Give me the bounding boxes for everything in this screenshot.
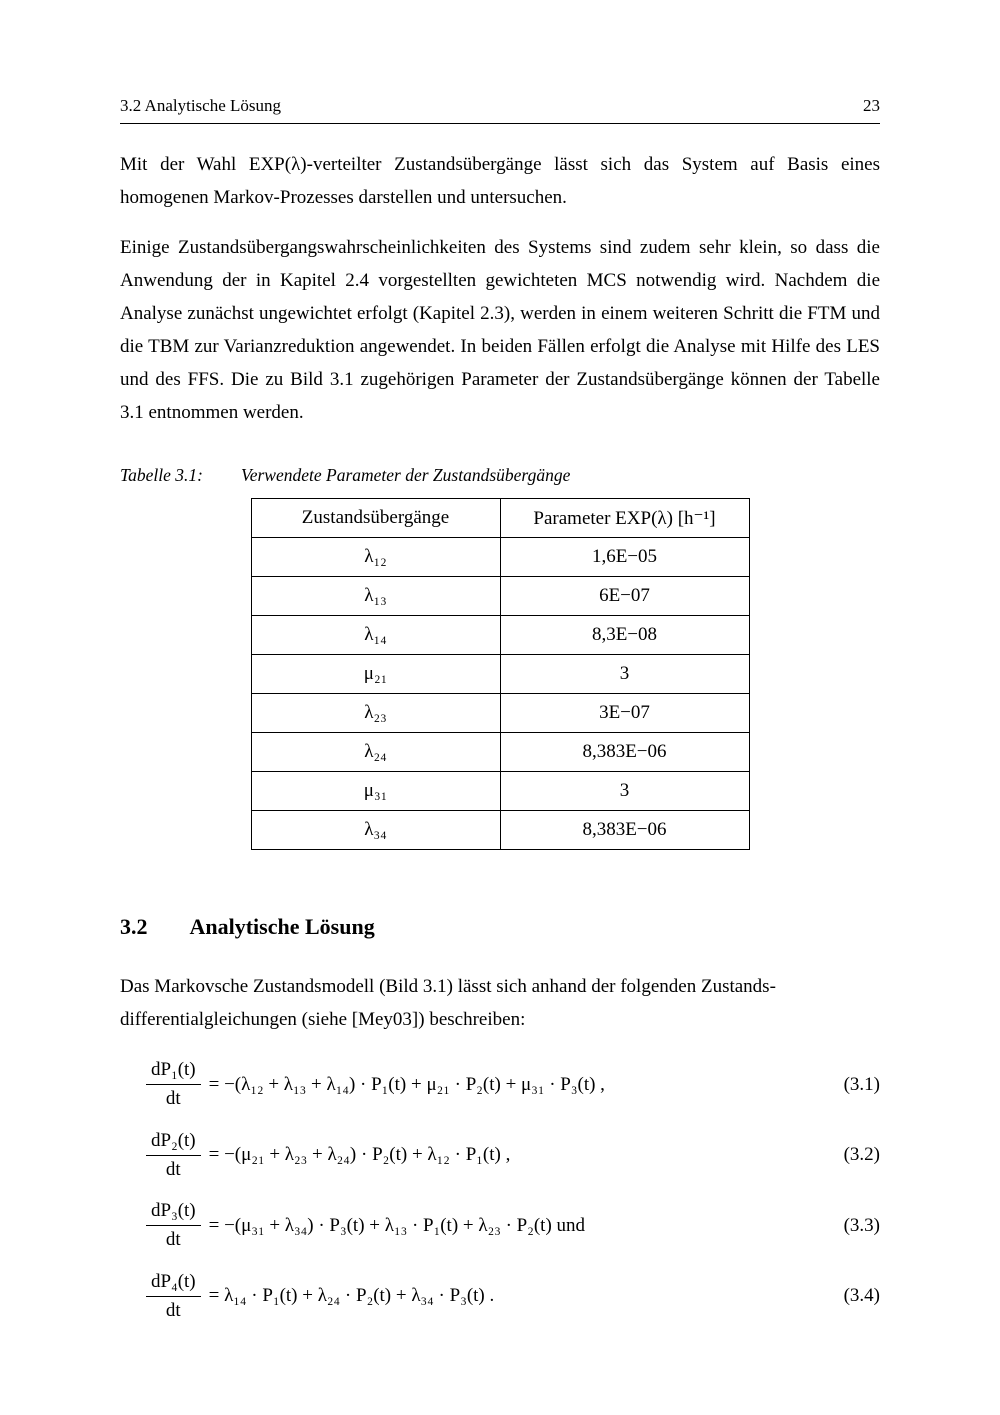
equations-block bbox=[120, 1058, 880, 1322]
table-caption bbox=[120, 465, 880, 486]
table-cell-value: 3 bbox=[500, 772, 749, 811]
equation-number: (3.3) bbox=[843, 1214, 880, 1236]
section-heading bbox=[120, 914, 880, 940]
equation-number: (3.2) bbox=[843, 1144, 880, 1166]
paragraph-intro-markov: Mit der Wahl EXP(λ)-verteilter Zustandsübergänge lässt sich das System auf Basis eines homogenen Markov-Prozesses darstellen und untersuchen. bbox=[120, 154, 880, 209]
table-header-zustandsuebergaenge: Zustandsübergänge bbox=[251, 499, 500, 538]
fraction-denominator: dt bbox=[165, 1229, 181, 1251]
equation-rhs: = −(μ₃₁ + λ₃₄) · P₃(t) + λ₁₃ · P₁(t) + λ₂₃ · P₂(t) und bbox=[208, 1214, 586, 1236]
page-header bbox=[120, 96, 880, 124]
equation-number: (3.4) bbox=[843, 1285, 880, 1307]
table-cell-symbol: λ₁₄ bbox=[251, 616, 500, 655]
header-page-number: 23 bbox=[863, 96, 880, 115]
equation-fraction bbox=[146, 1058, 201, 1111]
equation-rhs: = −(μ₂₁ + λ₂₃ + λ₂₄) · P₂(t) + λ₁₂ · P₁(t) , bbox=[208, 1144, 511, 1166]
table-cell-symbol: λ₁₂ bbox=[251, 538, 500, 577]
equation-lhs-rhs bbox=[146, 1199, 585, 1252]
table-row bbox=[251, 577, 749, 616]
table-row bbox=[251, 616, 749, 655]
table-header-parameter: Parameter EXP(λ) [h⁻¹] bbox=[500, 499, 749, 538]
table-cell-value: 1,6E−05 bbox=[500, 538, 749, 577]
fraction-numerator: dP₁(t) bbox=[146, 1058, 201, 1085]
equation-fraction bbox=[146, 1129, 201, 1182]
table-row bbox=[251, 733, 749, 772]
equation-row-1 bbox=[120, 1058, 880, 1111]
equation-lhs-rhs bbox=[146, 1129, 510, 1182]
table-cell-symbol: λ₂₄ bbox=[251, 733, 500, 772]
table-cell-value: 3E−07 bbox=[500, 694, 749, 733]
fraction-denominator: dt bbox=[165, 1088, 181, 1110]
table-cell-value: 8,3E−08 bbox=[500, 616, 749, 655]
table-caption-label: Tabelle 3.1: bbox=[120, 465, 203, 486]
fraction-numerator: dP₄(t) bbox=[146, 1270, 201, 1297]
equation-fraction bbox=[146, 1199, 201, 1252]
table-cell-value: 8,383E−06 bbox=[500, 733, 749, 772]
table-cell-value: 3 bbox=[500, 655, 749, 694]
table-cell-value: 6E−07 bbox=[500, 577, 749, 616]
intro-line-2: differentialgleichungen (siehe [Mey03]) beschreiben: bbox=[120, 1009, 526, 1031]
header-section-label: 3.2 Analytische Lösung bbox=[120, 96, 282, 115]
fraction-numerator: dP₂(t) bbox=[146, 1129, 201, 1156]
table-row bbox=[251, 772, 749, 811]
equation-row-4 bbox=[120, 1270, 880, 1323]
table-cell-symbol: λ₃₄ bbox=[251, 811, 500, 850]
equation-row-3 bbox=[120, 1199, 880, 1252]
equation-rhs: = λ₁₄ · P₁(t) + λ₂₄ · P₂(t) + λ₃₄ · P₃(t) . bbox=[208, 1285, 495, 1307]
table-cell-symbol: μ₂₁ bbox=[251, 655, 500, 694]
table-cell-value: 8,383E−06 bbox=[500, 811, 749, 850]
equation-lhs-rhs bbox=[146, 1058, 605, 1111]
fraction-numerator: dP₃(t) bbox=[146, 1199, 201, 1226]
fraction-denominator: dt bbox=[165, 1299, 181, 1321]
table-cell-symbol: λ₂₃ bbox=[251, 694, 500, 733]
table-row bbox=[251, 694, 749, 733]
table-caption-text: Verwendete Parameter der Zustandsübergänge bbox=[240, 465, 571, 486]
table-cell-symbol: μ₃₁ bbox=[251, 772, 500, 811]
table-row bbox=[251, 655, 749, 694]
equation-rhs: = −(λ₁₂ + λ₁₃ + λ₁₄) · P₁(t) + μ₂₁ · P₂(t) + μ₃₁ · P₃(t) , bbox=[208, 1073, 605, 1095]
intro-paragraph bbox=[120, 970, 880, 1036]
table-cell-symbol: λ₁₃ bbox=[251, 577, 500, 616]
section-number: 3.2 bbox=[120, 914, 148, 940]
fraction-denominator: dt bbox=[165, 1158, 181, 1180]
table-row bbox=[251, 811, 749, 850]
parameters-table bbox=[251, 498, 750, 850]
equation-fraction bbox=[146, 1270, 201, 1323]
table-header-row bbox=[251, 499, 749, 538]
table-row bbox=[251, 538, 749, 577]
equation-row-2 bbox=[120, 1129, 880, 1182]
intro-line-1: Das Markovsche Zustandsmodell (Bild 3.1) lässt sich anhand der folgenden Zustands- bbox=[120, 976, 776, 998]
section-title: Analytische Lösung bbox=[189, 914, 375, 940]
paragraph-mcs-analysis: Einige Zustandsübergangswahrscheinlichkeiten des Systems sind zudem sehr klein, so dass die Anwendung der in Kapitel 2.4 vorgestellten gewichteten MCS notwendig wird. Nachdem die Analyse zunächst ungewichtet erfolgt (Kapitel 2.3), werden in einem weiteren Schritt die FTM und die TBM zur Varianzreduktion angewendet. In beiden Fällen erfolgt die Analyse mit Hilfe des LES und des FFS. Die zu Bild 3.1 zugehörigen Parameter der Zustandsübergänge können der Tabelle 3.1 entnommen werden. bbox=[120, 237, 880, 424]
equation-lhs-rhs bbox=[146, 1270, 494, 1323]
equation-number: (3.1) bbox=[843, 1073, 880, 1095]
